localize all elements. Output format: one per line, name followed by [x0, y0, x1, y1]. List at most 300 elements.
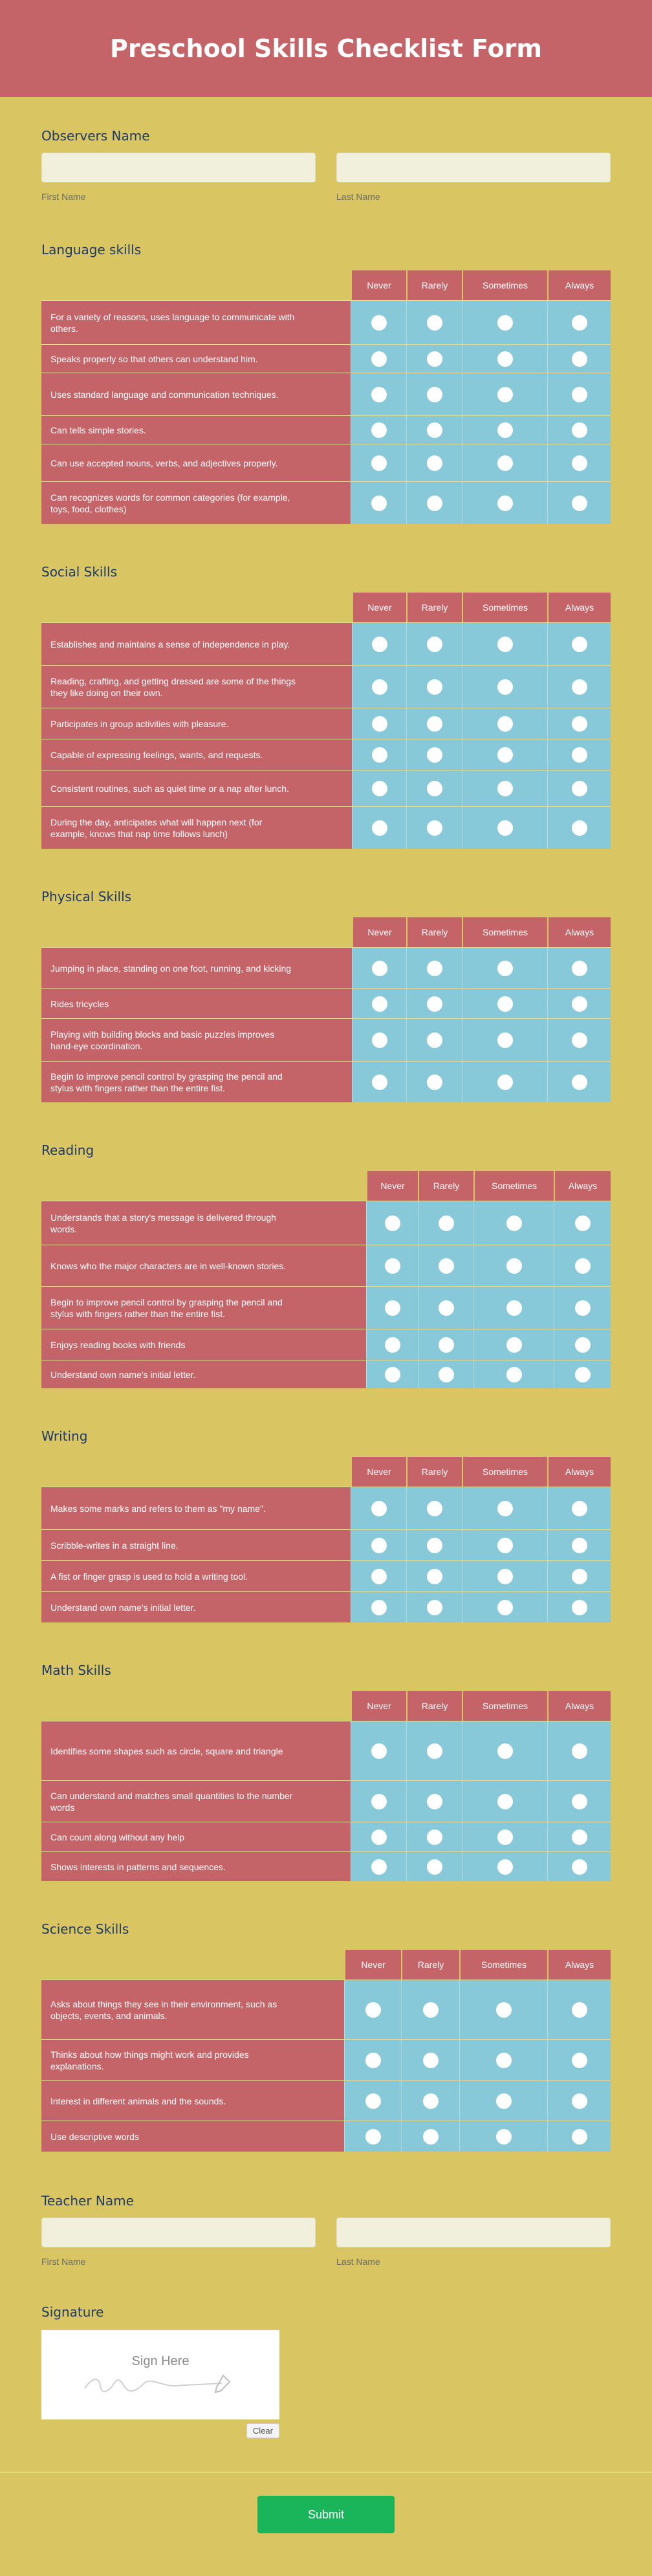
- row-question: [41, 1201, 366, 1245]
- row-question: [41, 482, 351, 524]
- radio-sometimes[interactable]: [497, 1829, 513, 1845]
- radio-always[interactable]: [575, 1258, 591, 1274]
- answer-cell-sometimes: [473, 1245, 554, 1286]
- answer-cell-never: [352, 807, 406, 849]
- radio-always[interactable]: [572, 496, 587, 511]
- row-question-text: Can tells simple stories.: [50, 424, 146, 435]
- radio-never[interactable]: [371, 1569, 387, 1584]
- column-header-sometimes: Sometimes: [462, 270, 547, 300]
- radio-never[interactable]: [372, 1032, 387, 1048]
- radio-sometimes[interactable]: [497, 747, 513, 763]
- answer-cell-rarely: [406, 1062, 462, 1102]
- answer-cell-rarely: [418, 1360, 473, 1388]
- radio-rarely[interactable]: [427, 1794, 442, 1809]
- matrix-header: [41, 1171, 611, 1201]
- answer-cell-always: [554, 1287, 611, 1329]
- radio-never[interactable]: [372, 679, 387, 695]
- answer-cell-never: [352, 623, 406, 665]
- radio-sometimes[interactable]: [497, 315, 513, 331]
- column-header-never: Never: [352, 917, 406, 947]
- row-question: [41, 770, 352, 806]
- radio-always[interactable]: [572, 820, 587, 836]
- answer-cell-always: [547, 708, 611, 739]
- radio-never[interactable]: [371, 387, 387, 402]
- column-header-rarely: Rarely: [406, 1691, 462, 1721]
- radio-always[interactable]: [572, 716, 587, 732]
- answer-cell-rarely: [406, 373, 462, 415]
- answer-cell-rarely: [418, 1245, 473, 1286]
- radio-always[interactable]: [572, 1794, 587, 1809]
- answer-cell-sometimes: [462, 1019, 547, 1061]
- radio-always[interactable]: [572, 2093, 587, 2109]
- radio-always[interactable]: [572, 637, 587, 652]
- answer-cell-sometimes: [462, 1852, 547, 1881]
- radio-rarely[interactable]: [427, 679, 442, 695]
- radio-rarely[interactable]: [427, 1075, 442, 1090]
- column-header-always: Always: [547, 270, 611, 300]
- radio-never[interactable]: [371, 351, 387, 367]
- radio-rarely[interactable]: [427, 996, 442, 1012]
- radio-rarely[interactable]: [423, 2053, 439, 2068]
- radio-never[interactable]: [385, 1300, 400, 1316]
- row-question: [41, 1980, 344, 2039]
- section-social-skills: [41, 524, 611, 849]
- radio-always[interactable]: [572, 315, 587, 331]
- radio-rarely[interactable]: [427, 1501, 442, 1516]
- radio-always[interactable]: [572, 1829, 587, 1845]
- row-question-text: For a variety of reasons, uses language to communicate with others.: [50, 311, 295, 334]
- answer-cell-sometimes: [462, 948, 547, 988]
- matrix-row: [41, 622, 611, 665]
- answer-cell-rarely: [406, 1852, 462, 1881]
- row-question-text: Enjoys reading books with friends: [50, 1339, 186, 1350]
- radio-rarely[interactable]: [427, 1538, 442, 1553]
- radio-always[interactable]: [572, 2053, 587, 2068]
- answer-cell-rarely: [401, 2040, 459, 2080]
- teacher-last-name-label: Last Name: [336, 2256, 380, 2267]
- radio-always[interactable]: [572, 351, 587, 367]
- row-question-text: Can understand and matches small quantities to the number words: [50, 1790, 293, 1813]
- radio-sometimes[interactable]: [496, 2002, 512, 2018]
- radio-never[interactable]: [372, 1075, 387, 1090]
- radio-never[interactable]: [371, 1743, 387, 1759]
- answer-cell-rarely: [406, 482, 462, 524]
- radio-always[interactable]: [572, 747, 587, 763]
- answer-cell-never: [351, 1822, 406, 1851]
- section-language-skills: [41, 202, 611, 524]
- form-title: Preschool Skills Checklist Form: [109, 34, 543, 63]
- radio-always[interactable]: [572, 1600, 587, 1615]
- row-question: [41, 708, 352, 739]
- answer-cell-sometimes: [462, 1721, 547, 1780]
- answer-cell-rarely: [406, 989, 462, 1018]
- radio-sometimes[interactable]: [506, 1367, 522, 1382]
- row-question: [41, 345, 351, 373]
- answer-cell-sometimes: [462, 301, 547, 344]
- radio-rarely[interactable]: [427, 637, 442, 652]
- skills-matrix: [41, 1950, 611, 2152]
- answer-cell-never: [366, 1245, 418, 1286]
- radio-always[interactable]: [572, 781, 587, 796]
- radio-sometimes[interactable]: [497, 1743, 513, 1759]
- answer-cell-sometimes: [462, 345, 547, 373]
- radio-rarely[interactable]: [427, 747, 442, 763]
- radio-sometimes[interactable]: [497, 387, 513, 402]
- radio-rarely[interactable]: [439, 1300, 454, 1316]
- column-header-always: Always: [554, 1171, 611, 1201]
- section-title: Math Skills: [41, 1663, 111, 1678]
- answer-cell-rarely: [406, 1592, 462, 1622]
- radio-rarely[interactable]: [427, 716, 442, 732]
- answer-cell-never: [351, 301, 406, 344]
- row-question: [41, 1062, 352, 1102]
- radio-sometimes[interactable]: [497, 637, 513, 652]
- clear-signature-button[interactable]: Clear: [246, 2423, 279, 2438]
- row-question-text: Thinks about how things might work and provides explanations.: [50, 2049, 249, 2071]
- observers-first-name-input[interactable]: [41, 153, 316, 182]
- radio-always[interactable]: [572, 1743, 587, 1759]
- answer-cell-never: [366, 1287, 418, 1329]
- matrix-row: [41, 1529, 611, 1560]
- radio-rarely[interactable]: [427, 455, 442, 471]
- answer-cell-rarely: [406, 1019, 462, 1061]
- answer-cell-never: [352, 666, 406, 708]
- answer-cell-always: [547, 373, 611, 415]
- row-question: [41, 1721, 351, 1780]
- observers-name-field: [41, 97, 611, 202]
- answer-cell-never: [344, 2121, 401, 2152]
- radio-sometimes[interactable]: [497, 679, 513, 695]
- radio-never[interactable]: [365, 2129, 381, 2145]
- radio-rarely[interactable]: [427, 1600, 442, 1615]
- answer-cell-always: [547, 2040, 611, 2080]
- radio-always[interactable]: [572, 387, 587, 402]
- column-header-sometimes: Sometimes: [459, 1950, 547, 1980]
- answer-cell-always: [547, 770, 611, 806]
- matrix-row: [41, 415, 611, 444]
- column-header-rarely: Rarely: [401, 1950, 459, 1980]
- answer-cell-never: [351, 1487, 406, 1529]
- radio-always[interactable]: [575, 1337, 591, 1353]
- radio-always[interactable]: [572, 961, 587, 976]
- matrix-row: [41, 708, 611, 739]
- signature-scrawl-icon: [80, 2370, 241, 2396]
- section-title: Reading: [41, 1142, 94, 1158]
- radio-never[interactable]: [372, 781, 387, 796]
- answer-cell-rarely: [406, 739, 462, 770]
- matrix-row: [41, 1721, 611, 1780]
- answer-cell-always: [547, 739, 611, 770]
- radio-sometimes[interactable]: [506, 1258, 522, 1274]
- section-title: Science Skills: [41, 1921, 129, 1937]
- observers-last-name-input[interactable]: [336, 153, 611, 182]
- answer-cell-never: [351, 1852, 406, 1881]
- row-question-text: Use descriptive words: [50, 2131, 139, 2142]
- radio-never[interactable]: [371, 1501, 387, 1516]
- answer-cell-never: [366, 1201, 418, 1245]
- answer-cell-never: [351, 1530, 406, 1560]
- radio-always[interactable]: [572, 1538, 587, 1553]
- answer-cell-rarely: [406, 666, 462, 708]
- matrix-corner: [41, 1950, 344, 1980]
- answer-cell-sometimes: [462, 1561, 547, 1591]
- row-question: [41, 623, 352, 665]
- radio-rarely[interactable]: [439, 1337, 454, 1353]
- skills-matrix: [41, 1691, 611, 1881]
- radio-sometimes[interactable]: [497, 1538, 513, 1553]
- section-title: Social Skills: [41, 564, 118, 580]
- radio-never[interactable]: [365, 2093, 381, 2109]
- radio-always[interactable]: [572, 1569, 587, 1584]
- matrix-row: [41, 1591, 611, 1622]
- matrix-row: [41, 1851, 611, 1881]
- radio-sometimes[interactable]: [506, 1337, 522, 1353]
- answer-cell-rarely: [401, 2121, 459, 2152]
- answer-cell-rarely: [418, 1287, 473, 1329]
- answer-cell-never: [366, 1360, 418, 1388]
- radio-rarely[interactable]: [427, 1829, 442, 1845]
- matrix-row: [41, 300, 611, 344]
- radio-sometimes[interactable]: [497, 820, 513, 836]
- radio-never[interactable]: [371, 422, 387, 438]
- submit-button[interactable]: Submit: [257, 2496, 395, 2533]
- radio-sometimes[interactable]: [497, 961, 513, 976]
- row-question-text: Can use accepted nouns, verbs, and adjectives properly.: [50, 457, 278, 468]
- answer-cell-never: [344, 2040, 401, 2080]
- matrix-row: [41, 2121, 611, 2152]
- radio-rarely[interactable]: [427, 1032, 442, 1048]
- matrix-row: [41, 1018, 611, 1061]
- answer-cell-never: [351, 1781, 406, 1822]
- radio-sometimes[interactable]: [497, 1032, 513, 1048]
- matrix-row: [41, 1822, 611, 1851]
- row-question-text: During the day, anticipates what will happen next (for example, knows that nap time follows lunch): [50, 816, 263, 839]
- radio-rarely[interactable]: [423, 2002, 439, 2018]
- answer-cell-sometimes: [462, 739, 547, 770]
- radio-sometimes[interactable]: [497, 1501, 513, 1516]
- radio-sometimes[interactable]: [497, 351, 513, 367]
- teacher-first-name-input[interactable]: [41, 2218, 316, 2247]
- radio-sometimes[interactable]: [497, 1569, 513, 1584]
- radio-rarely[interactable]: [427, 387, 442, 402]
- radio-sometimes[interactable]: [506, 1300, 522, 1316]
- row-question: [41, 373, 351, 415]
- column-header-sometimes: Sometimes: [462, 917, 547, 947]
- radio-sometimes[interactable]: [497, 422, 513, 438]
- matrix-header: [41, 270, 611, 300]
- section-physical-skills: [41, 849, 611, 1102]
- row-question: [41, 739, 352, 770]
- answer-cell-never: [352, 948, 406, 988]
- radio-never[interactable]: [385, 1258, 400, 1274]
- answer-cell-rarely: [418, 1329, 473, 1360]
- radio-rarely[interactable]: [427, 315, 442, 331]
- radio-always[interactable]: [572, 422, 587, 438]
- radio-always[interactable]: [572, 455, 587, 471]
- column-header-always: Always: [547, 1950, 611, 1980]
- answer-cell-sometimes: [462, 373, 547, 415]
- answer-cell-always: [547, 989, 611, 1018]
- radio-sometimes[interactable]: [497, 1859, 513, 1875]
- column-header-always: Always: [547, 1457, 611, 1487]
- radio-never[interactable]: [371, 1794, 387, 1809]
- row-question-text: Begin to improve pencil control by grasping the pencil and stylus with fingers rather than the entire fist.: [50, 1296, 283, 1319]
- section-writing: [41, 1388, 611, 1622]
- radio-always[interactable]: [572, 1075, 587, 1090]
- matrix-corner: [41, 917, 352, 947]
- radio-always[interactable]: [572, 1859, 587, 1875]
- matrix-row: [41, 1560, 611, 1591]
- radio-rarely[interactable]: [423, 2129, 439, 2145]
- row-question-text: Capable of expressing feelings, wants, and requests.: [50, 749, 263, 760]
- answer-cell-always: [547, 807, 611, 849]
- answer-cell-always: [547, 444, 611, 481]
- matrix-row: [41, 1360, 611, 1388]
- answer-cell-never: [351, 444, 406, 481]
- radio-sometimes[interactable]: [496, 2093, 512, 2109]
- answer-cell-never: [366, 1329, 418, 1360]
- radio-never[interactable]: [372, 716, 387, 732]
- column-header-rarely: Rarely: [406, 593, 462, 622]
- radio-always[interactable]: [572, 996, 587, 1012]
- teacher-last-name-input[interactable]: [336, 2218, 611, 2247]
- radio-rarely[interactable]: [439, 1216, 454, 1231]
- radio-always[interactable]: [572, 2002, 587, 2018]
- answer-cell-never: [351, 1721, 406, 1780]
- radio-sometimes[interactable]: [497, 455, 513, 471]
- row-question-text: Identifies some shapes such as circle, square and triangle: [50, 1745, 283, 1756]
- radio-always[interactable]: [572, 679, 587, 695]
- radio-never[interactable]: [385, 1367, 400, 1382]
- radio-never[interactable]: [371, 315, 387, 331]
- radio-sometimes[interactable]: [497, 1794, 513, 1809]
- radio-rarely[interactable]: [427, 1859, 442, 1875]
- radio-sometimes[interactable]: [496, 2053, 512, 2068]
- radio-never[interactable]: [371, 1600, 387, 1615]
- radio-rarely[interactable]: [427, 1569, 442, 1584]
- radio-never[interactable]: [365, 2002, 381, 2018]
- answer-cell-never: [352, 770, 406, 806]
- answer-cell-sometimes: [462, 1822, 547, 1851]
- radio-rarely[interactable]: [427, 351, 442, 367]
- row-question-text: Rides tricycles: [50, 998, 109, 1009]
- answer-cell-sometimes: [459, 2081, 547, 2121]
- radio-rarely[interactable]: [427, 1743, 442, 1759]
- radio-never[interactable]: [372, 637, 387, 652]
- answer-cell-always: [554, 1329, 611, 1360]
- column-header-rarely: Rarely: [418, 1171, 473, 1201]
- column-header-sometimes: Sometimes: [462, 1457, 547, 1487]
- answer-cell-sometimes: [462, 989, 547, 1018]
- radio-sometimes[interactable]: [497, 1075, 513, 1090]
- radio-sometimes[interactable]: [497, 1600, 513, 1615]
- radio-sometimes[interactable]: [497, 496, 513, 511]
- radio-always[interactable]: [575, 1367, 591, 1382]
- radio-always[interactable]: [575, 1216, 591, 1231]
- radio-always[interactable]: [572, 1501, 587, 1516]
- skills-matrix: [41, 917, 611, 1102]
- answer-cell-sometimes: [462, 482, 547, 524]
- radio-never[interactable]: [365, 2053, 381, 2068]
- answer-cell-sometimes: [462, 1592, 547, 1622]
- answer-cell-always: [547, 2081, 611, 2121]
- signature-pad[interactable]: [41, 2330, 279, 2419]
- answer-cell-never: [351, 416, 406, 444]
- radio-never[interactable]: [371, 496, 387, 511]
- radio-never[interactable]: [371, 1859, 387, 1875]
- answer-cell-always: [547, 1852, 611, 1881]
- radio-never[interactable]: [372, 996, 387, 1012]
- answer-cell-always: [547, 1487, 611, 1529]
- answer-cell-sometimes: [462, 770, 547, 806]
- answer-cell-rarely: [406, 416, 462, 444]
- radio-always[interactable]: [575, 1300, 591, 1316]
- answer-cell-always: [554, 1201, 611, 1245]
- radio-rarely[interactable]: [423, 2093, 439, 2109]
- answer-cell-sometimes: [462, 444, 547, 481]
- radio-rarely[interactable]: [439, 1367, 454, 1382]
- radio-always[interactable]: [572, 2129, 587, 2145]
- radio-rarely[interactable]: [427, 422, 442, 438]
- matrix-row: [41, 665, 611, 708]
- row-question-text: Jumping in place, standing on one foot, running, and kicking: [50, 963, 292, 974]
- radio-never[interactable]: [372, 820, 387, 836]
- radio-never[interactable]: [385, 1337, 400, 1353]
- answer-cell-sometimes: [459, 2040, 547, 2080]
- answer-cell-sometimes: [462, 1530, 547, 1560]
- radio-never[interactable]: [372, 961, 387, 976]
- row-question: [41, 2081, 344, 2121]
- radio-sometimes[interactable]: [506, 1216, 522, 1231]
- column-header-never: Never: [351, 270, 406, 300]
- radio-always[interactable]: [572, 1032, 587, 1048]
- radio-never[interactable]: [371, 1538, 387, 1553]
- matrix-row: [41, 373, 611, 415]
- matrix-header: [41, 917, 611, 947]
- answer-cell-rarely: [406, 1561, 462, 1591]
- radio-never[interactable]: [385, 1216, 400, 1231]
- answer-cell-always: [547, 482, 611, 524]
- radio-never[interactable]: [371, 1829, 387, 1845]
- answer-cell-sometimes: [473, 1287, 554, 1329]
- row-question: [41, 1852, 351, 1881]
- skill-sections: [41, 202, 611, 2152]
- matrix-header: [41, 1950, 611, 1980]
- row-question-text: Speaks properly so that others can understand him.: [50, 353, 258, 364]
- answer-cell-always: [547, 2121, 611, 2152]
- row-question-text: Shows interests in patterns and sequences.: [50, 1861, 226, 1872]
- row-question-text: Understand own name's initial letter.: [50, 1369, 196, 1380]
- row-question-text: Begin to improve pencil control by grasping the pencil and stylus with fingers rather than the entire fist.: [50, 1071, 283, 1093]
- teacher-first-name-label: First Name: [41, 2256, 86, 2267]
- radio-sometimes[interactable]: [497, 716, 513, 732]
- radio-rarely[interactable]: [427, 820, 442, 836]
- radio-rarely[interactable]: [427, 961, 442, 976]
- radio-sometimes[interactable]: [497, 781, 513, 796]
- radio-sometimes[interactable]: [496, 2129, 512, 2145]
- radio-never[interactable]: [371, 455, 387, 471]
- radio-sometimes[interactable]: [497, 996, 513, 1012]
- observers-name-label: Observers Name: [41, 128, 150, 144]
- radio-rarely[interactable]: [427, 781, 442, 796]
- answer-cell-never: [351, 373, 406, 415]
- answer-cell-never: [344, 1980, 401, 2039]
- radio-never[interactable]: [372, 747, 387, 763]
- radio-rarely[interactable]: [439, 1258, 454, 1274]
- matrix-row: [41, 739, 611, 770]
- radio-rarely[interactable]: [427, 496, 442, 511]
- matrix-row: [41, 2080, 611, 2121]
